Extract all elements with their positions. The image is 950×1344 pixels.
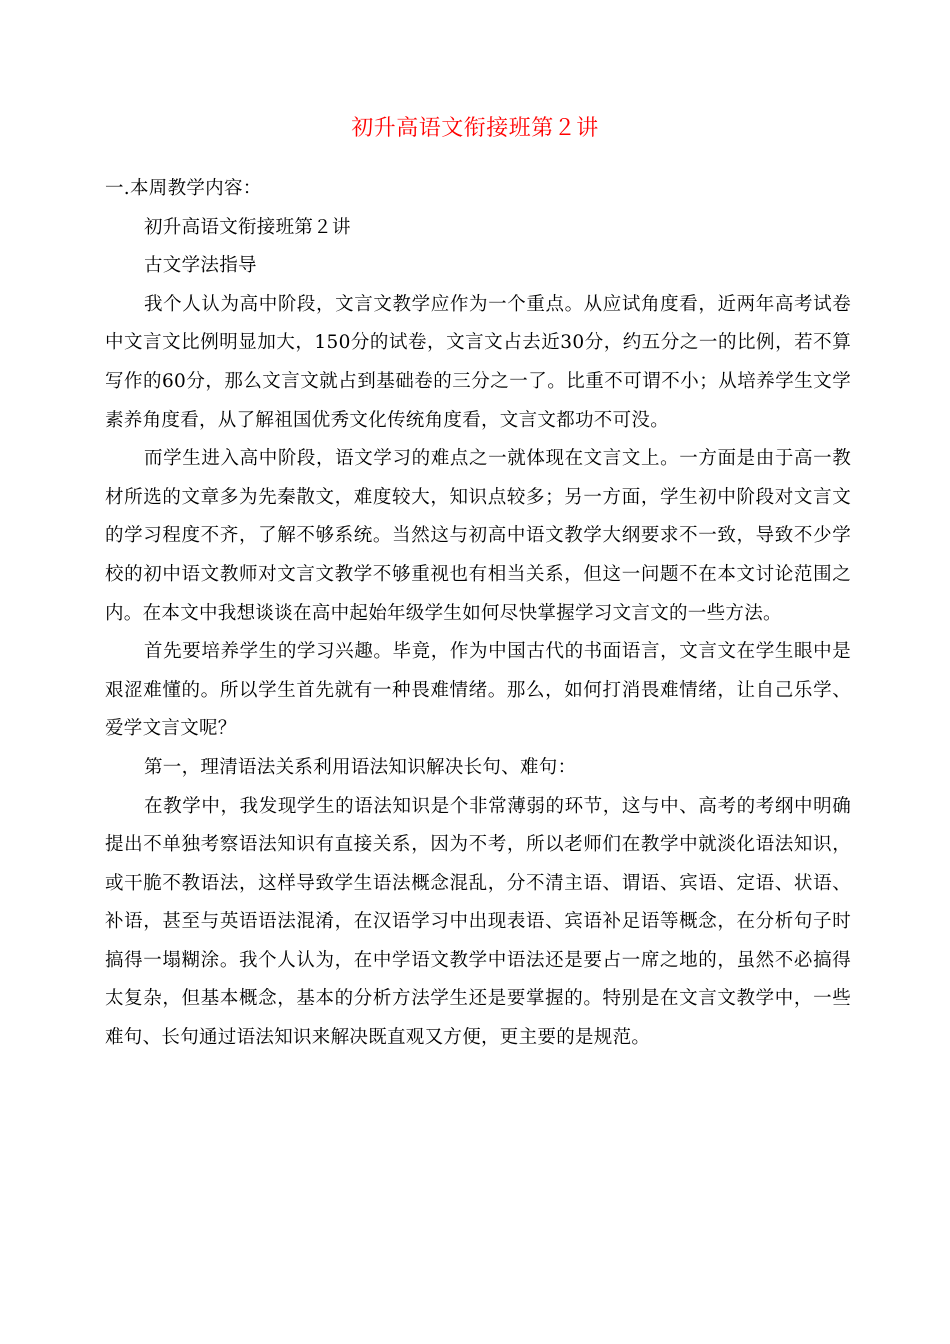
topic-subtitle: 古文学法指导: [144, 255, 257, 277]
body-paragraph: 首先要培养学生的学习兴趣。毕竟，作为中国古代的书面语言，文言文在学生眼中是艰涩难懂的。所以学生首先就有一种畏难情绪。那么，如何打消畏难情绪，让自己乐学、爱学文言文呢？: [105, 641, 851, 740]
body-paragraph: 而学生进入高中阶段，语文学习的难点之一就体现在文言文上。一方面是由于高一教材所选的文章多为先秦散文，难度较大，知识点较多；另一方面，学生初中阶段对文言文的学习程度不齐，了解不够系统。当然这与初高中语文教学大纲要求不一致，导致不少学校的初中语文教师对文言文教学不够重视也有相当关系，但这一问题不在本文讨论范围之内。在本文中我想谈谈在高中起始年级学生如何尽快掌握学习文言文的一些方法。: [105, 448, 851, 624]
body-paragraph: 我个人认为高中阶段，文言文教学应作为一个重点。从应试角度看，近两年高考试卷中文言文比例明显加大，150分的试卷，文言文占去近30分，约五分之一的比例，若不算写作的60分，那么文言文就占到基础卷的三分之一了。比重不可谓不小；从培养学生文学素养角度看，从了解祖国优秀文化传统角度看，文言文都功不可没。: [105, 293, 851, 431]
document-body: [105, 170, 851, 1058]
section-heading: 一.本周教学内容：: [105, 178, 262, 199]
lecture-subtitle: 初升高语文衔接班第２讲: [144, 216, 351, 238]
document-title: 初升高语文衔接班第２讲: [351, 116, 599, 141]
body-paragraph: 第一，理清语法关系利用语法知识解决长句、难句：: [144, 756, 577, 778]
body-paragraph: 在教学中，我发现学生的语法知识是个非常薄弱的环节，这与中、高考的考纲中明确提出不单独考察语法知识有直接关系，因为不考，所以老师们在教学中就淡化语法知识，或干脆不教语法，这样导致学生语法概念混乱，分不清主语、谓语、宾语、定语、状语、补语，甚至与英语语法混淆，在汉语学习中出现表语、宾语补足语等概念，在分析句子时搞得一塌糊涂。我个人认为，在中学语文教学中语法还是要占一席之地的，虽然不必搞得太复杂，但基本概念，基本的分析方法学生还是要掌握的。特别是在文言文教学中，一些难句、长句通过语法知识来解决既直观又方便，更主要的是规范。: [105, 795, 851, 1049]
